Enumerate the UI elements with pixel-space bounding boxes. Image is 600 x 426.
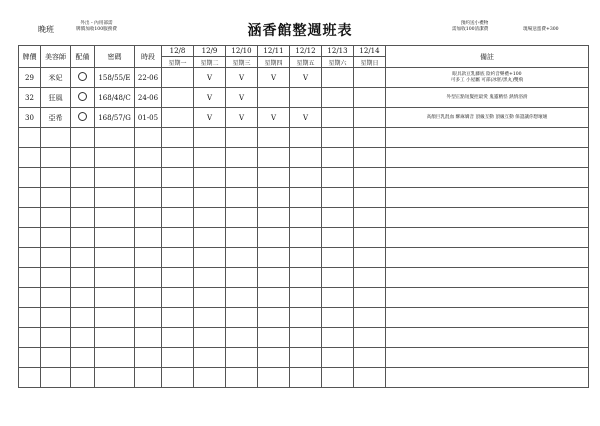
day-mark-cell <box>290 108 322 128</box>
empty-cell <box>258 328 290 348</box>
empty-cell <box>194 188 226 208</box>
empty-cell <box>386 148 589 168</box>
day-weekday: 星期五 <box>290 57 322 68</box>
empty-cell <box>258 268 290 288</box>
empty-cell <box>95 288 135 308</box>
empty-cell <box>162 148 194 168</box>
check-mark: V <box>206 73 213 82</box>
empty-cell <box>162 308 194 328</box>
col-header-beautician: 美容師 <box>41 46 71 68</box>
header-note-right-line: 需加收100清潔費 <box>452 27 489 32</box>
empty-cell <box>322 188 354 208</box>
empty-cell <box>41 328 71 348</box>
empty-row <box>19 168 589 188</box>
empty-cell <box>95 208 135 228</box>
empty-cell <box>41 208 71 228</box>
empty-cell <box>194 368 226 388</box>
check-mark: V <box>206 93 213 102</box>
empty-cell <box>71 348 95 368</box>
empty-cell <box>162 208 194 228</box>
empty-cell <box>19 148 41 168</box>
empty-cell <box>258 148 290 168</box>
empty-cell <box>322 328 354 348</box>
empty-cell <box>19 228 41 248</box>
empty-row <box>19 268 589 288</box>
empty-cell <box>194 208 226 228</box>
empty-cell <box>322 228 354 248</box>
day-date: 12/10 <box>226 46 258 57</box>
empty-cell <box>322 148 354 168</box>
empty-cell <box>71 208 95 228</box>
day-mark-cell <box>322 88 354 108</box>
empty-cell <box>290 328 322 348</box>
check-mark: V <box>270 73 277 82</box>
empty-cell <box>290 248 322 268</box>
period-cell: 22-06 <box>135 68 162 88</box>
empty-cell <box>71 368 95 388</box>
empty-cell <box>19 168 41 188</box>
empty-cell <box>71 308 95 328</box>
empty-cell <box>226 248 258 268</box>
code-cell: 158/55/E <box>95 68 135 88</box>
empty-cell <box>354 248 386 268</box>
col-header-code: 密碼 <box>95 46 135 68</box>
memo-cell <box>386 108 589 128</box>
empty-cell <box>258 348 290 368</box>
empty-cell <box>95 248 135 268</box>
empty-cell <box>162 228 194 248</box>
empty-cell <box>226 208 258 228</box>
empty-cell <box>162 328 194 348</box>
empty-cell <box>19 128 41 148</box>
memo-line: 外型正點短髮控最愛 鬼靈精怪 熱情浴滑 <box>446 94 528 100</box>
empty-cell <box>41 168 71 188</box>
empty-cell <box>322 168 354 188</box>
empty-cell <box>194 148 226 168</box>
day-date: 12/9 <box>194 46 226 57</box>
empty-cell <box>194 248 226 268</box>
check-mark: V <box>302 73 309 82</box>
check-mark: V <box>238 73 245 82</box>
schedule-table <box>18 45 589 388</box>
beautician-cell: 米妃 <box>41 68 71 88</box>
empty-cell <box>19 368 41 388</box>
empty-cell <box>386 168 589 188</box>
empty-row <box>19 188 589 208</box>
empty-cell <box>258 368 290 388</box>
day-mark-cell <box>354 68 386 88</box>
col-header-period: 時段 <box>135 46 162 68</box>
empty-row <box>19 128 589 148</box>
page-title: 涵香館整週班表 <box>247 23 353 39</box>
empty-cell <box>162 188 194 208</box>
empty-cell <box>354 348 386 368</box>
day-mark-cell <box>290 88 322 108</box>
empty-cell <box>290 208 322 228</box>
empty-cell <box>386 208 589 228</box>
empty-cell <box>258 228 290 248</box>
empty-row <box>19 248 589 268</box>
empty-cell <box>71 148 95 168</box>
empty-cell <box>226 268 258 288</box>
empty-cell <box>95 128 135 148</box>
day-mark-cell <box>290 68 322 88</box>
empty-cell <box>226 348 258 368</box>
empty-cell <box>322 208 354 228</box>
empty-cell <box>162 128 194 148</box>
day-mark-cell <box>354 88 386 108</box>
empty-cell <box>194 128 226 148</box>
empty-cell <box>386 188 589 208</box>
empty-cell <box>226 228 258 248</box>
empty-cell <box>322 268 354 288</box>
empty-cell <box>71 268 95 288</box>
empty-cell <box>322 128 354 148</box>
day-mark-cell <box>162 88 194 108</box>
empty-cell <box>71 228 95 248</box>
day-weekday: 星期二 <box>194 57 226 68</box>
empty-cell <box>226 288 258 308</box>
day-mark-cell <box>258 108 290 128</box>
schedule-body <box>19 68 589 388</box>
empty-cell <box>354 268 386 288</box>
empty-cell <box>162 288 194 308</box>
empty-cell <box>226 368 258 388</box>
shift-label: 晚班 <box>38 25 54 34</box>
empty-cell <box>354 328 386 348</box>
empty-cell <box>354 308 386 328</box>
empty-cell <box>135 268 162 288</box>
empty-cell <box>135 328 162 348</box>
empty-cell <box>194 328 226 348</box>
empty-cell <box>290 288 322 308</box>
day-weekday: 星期日 <box>354 57 386 68</box>
empty-cell <box>95 308 135 328</box>
empty-cell <box>194 288 226 308</box>
empty-cell <box>95 268 135 288</box>
empty-cell <box>135 368 162 388</box>
empty-cell <box>95 228 135 248</box>
memo-line: 可多工 小屋屬 可部(冰胚/黑丸)雙飛 <box>450 77 524 83</box>
empty-cell <box>19 248 41 268</box>
empty-cell <box>19 308 41 328</box>
empty-cell <box>322 248 354 268</box>
col-header-memo: 備註 <box>386 46 589 68</box>
empty-cell <box>386 288 589 308</box>
empty-row <box>19 328 589 348</box>
empty-cell <box>354 148 386 168</box>
table-row <box>19 68 589 88</box>
empty-cell <box>71 328 95 348</box>
empty-cell <box>135 188 162 208</box>
empty-cell <box>258 288 290 308</box>
day-mark-cell <box>258 88 290 108</box>
day-mark-cell <box>194 88 226 108</box>
empty-cell <box>290 128 322 148</box>
empty-cell <box>226 188 258 208</box>
empty-cell <box>194 168 226 188</box>
code-cell: 168/57/G <box>95 108 135 128</box>
day-mark-cell <box>258 68 290 88</box>
empty-cell <box>226 328 258 348</box>
empty-cell <box>135 208 162 228</box>
empty-row <box>19 368 589 388</box>
empty-cell <box>95 148 135 168</box>
empty-cell <box>135 148 162 168</box>
empty-cell <box>19 188 41 208</box>
table-row <box>19 88 589 108</box>
empty-cell <box>41 348 71 368</box>
circle-icon <box>78 92 87 101</box>
memo-line: 高顏巨乳混血 酥麻嬌音 頂級互動 頂級互動 保證讓你想壞壞 <box>426 114 548 120</box>
day-date: 12/12 <box>290 46 322 57</box>
empty-cell <box>135 228 162 248</box>
empty-cell <box>290 348 322 368</box>
empty-cell <box>258 248 290 268</box>
empty-cell <box>226 148 258 168</box>
empty-cell <box>386 128 589 148</box>
empty-cell <box>135 168 162 188</box>
check-mark: V <box>302 113 309 122</box>
empty-cell <box>354 128 386 148</box>
memo-cell <box>386 68 589 88</box>
header-note-right <box>452 21 488 33</box>
empty-cell <box>354 368 386 388</box>
empty-cell <box>386 328 589 348</box>
memo-line: 眼具款豆乳藤底 陰約音樂禮+100 <box>452 71 522 77</box>
empty-cell <box>322 368 354 388</box>
day-mark-cell <box>226 108 258 128</box>
empty-cell <box>162 248 194 268</box>
code-cell: 168/48/C <box>95 88 135 108</box>
empty-row <box>19 288 589 308</box>
empty-cell <box>19 348 41 368</box>
empty-cell <box>41 308 71 328</box>
check-mark: V <box>238 113 245 122</box>
period-cell: 24-06 <box>135 88 162 108</box>
empty-cell <box>226 128 258 148</box>
empty-row <box>19 348 589 368</box>
circle-icon <box>78 72 87 81</box>
empty-cell <box>71 248 95 268</box>
empty-cell <box>354 288 386 308</box>
empty-cell <box>135 348 162 368</box>
day-mark-cell <box>194 108 226 128</box>
empty-cell <box>19 288 41 308</box>
empty-row <box>19 228 589 248</box>
day-date: 12/11 <box>258 46 290 57</box>
day-mark-cell <box>226 68 258 88</box>
empty-cell <box>290 308 322 328</box>
empty-row <box>19 148 589 168</box>
day-weekday: 星期六 <box>322 57 354 68</box>
memo-cell <box>386 88 589 108</box>
empty-cell <box>226 168 258 188</box>
badge-cell: 30 <box>19 108 41 128</box>
day-date: 12/14 <box>354 46 386 57</box>
table-row <box>19 108 589 128</box>
empty-cell <box>290 148 322 168</box>
empty-cell <box>19 268 41 288</box>
empty-cell <box>95 188 135 208</box>
badge-cell: 29 <box>19 68 41 88</box>
day-mark-cell <box>194 68 226 88</box>
check-mark: V <box>270 113 277 122</box>
empty-cell <box>135 288 162 308</box>
empty-cell <box>162 168 194 188</box>
empty-cell <box>386 268 589 288</box>
empty-row <box>19 308 589 328</box>
day-date: 12/13 <box>322 46 354 57</box>
empty-cell <box>386 368 589 388</box>
period-cell: 01-05 <box>135 108 162 128</box>
empty-cell <box>194 348 226 368</box>
col-header-equip: 配備 <box>71 46 95 68</box>
empty-cell <box>194 308 226 328</box>
empty-cell <box>71 288 95 308</box>
empty-row <box>19 208 589 228</box>
empty-cell <box>322 288 354 308</box>
empty-cell <box>258 208 290 228</box>
empty-cell <box>226 308 258 328</box>
equip-cell <box>71 88 95 108</box>
day-mark-cell <box>322 108 354 128</box>
empty-cell <box>290 268 322 288</box>
empty-cell <box>71 188 95 208</box>
day-mark-cell <box>162 68 194 88</box>
empty-cell <box>71 168 95 188</box>
empty-cell <box>354 208 386 228</box>
empty-cell <box>41 228 71 248</box>
empty-cell <box>290 188 322 208</box>
empty-cell <box>258 308 290 328</box>
check-mark: V <box>238 93 245 102</box>
header-note-far: 現場送蛋費+300 <box>523 27 559 32</box>
empty-cell <box>290 368 322 388</box>
empty-cell <box>41 128 71 148</box>
badge-cell: 32 <box>19 88 41 108</box>
day-weekday: 星期一 <box>162 57 194 68</box>
day-date: 12/8 <box>162 46 194 57</box>
empty-cell <box>386 308 589 328</box>
empty-cell <box>19 328 41 348</box>
circle-icon <box>78 112 87 121</box>
day-weekday: 星期三 <box>226 57 258 68</box>
empty-cell <box>258 168 290 188</box>
day-weekday: 星期四 <box>258 57 290 68</box>
empty-cell <box>258 188 290 208</box>
empty-cell <box>162 348 194 368</box>
empty-cell <box>386 348 589 368</box>
empty-cell <box>354 228 386 248</box>
empty-cell <box>135 308 162 328</box>
day-mark-cell <box>322 68 354 88</box>
empty-cell <box>41 288 71 308</box>
col-header-badge: 牌價 <box>19 46 41 68</box>
header-note-left-line: 牌價加收100服務費 <box>76 27 117 32</box>
equip-cell <box>71 108 95 128</box>
empty-cell <box>354 168 386 188</box>
empty-cell <box>354 188 386 208</box>
empty-cell <box>386 248 589 268</box>
day-mark-cell <box>226 88 258 108</box>
empty-cell <box>162 368 194 388</box>
equip-cell <box>71 68 95 88</box>
empty-cell <box>290 228 322 248</box>
empty-cell <box>41 248 71 268</box>
empty-cell <box>41 148 71 168</box>
empty-cell <box>95 368 135 388</box>
empty-cell <box>194 228 226 248</box>
empty-cell <box>41 268 71 288</box>
empty-cell <box>135 248 162 268</box>
empty-cell <box>322 308 354 328</box>
header-note-left-line: 外出・內用部需 <box>80 21 113 26</box>
header-note-right-line: 預約送小禮物 <box>460 21 489 26</box>
empty-cell <box>162 268 194 288</box>
empty-cell <box>194 268 226 288</box>
empty-cell <box>386 228 589 248</box>
empty-cell <box>95 348 135 368</box>
day-mark-cell <box>162 108 194 128</box>
empty-cell <box>95 328 135 348</box>
empty-cell <box>41 188 71 208</box>
empty-cell <box>41 368 71 388</box>
empty-cell <box>322 348 354 368</box>
empty-cell <box>71 128 95 148</box>
empty-cell <box>19 208 41 228</box>
check-mark: V <box>206 113 213 122</box>
empty-cell <box>95 168 135 188</box>
empty-cell <box>135 128 162 148</box>
day-mark-cell <box>354 108 386 128</box>
empty-cell <box>290 168 322 188</box>
empty-cell <box>258 128 290 148</box>
beautician-cell: 狂風 <box>41 88 71 108</box>
beautician-cell: 亞希 <box>41 108 71 128</box>
